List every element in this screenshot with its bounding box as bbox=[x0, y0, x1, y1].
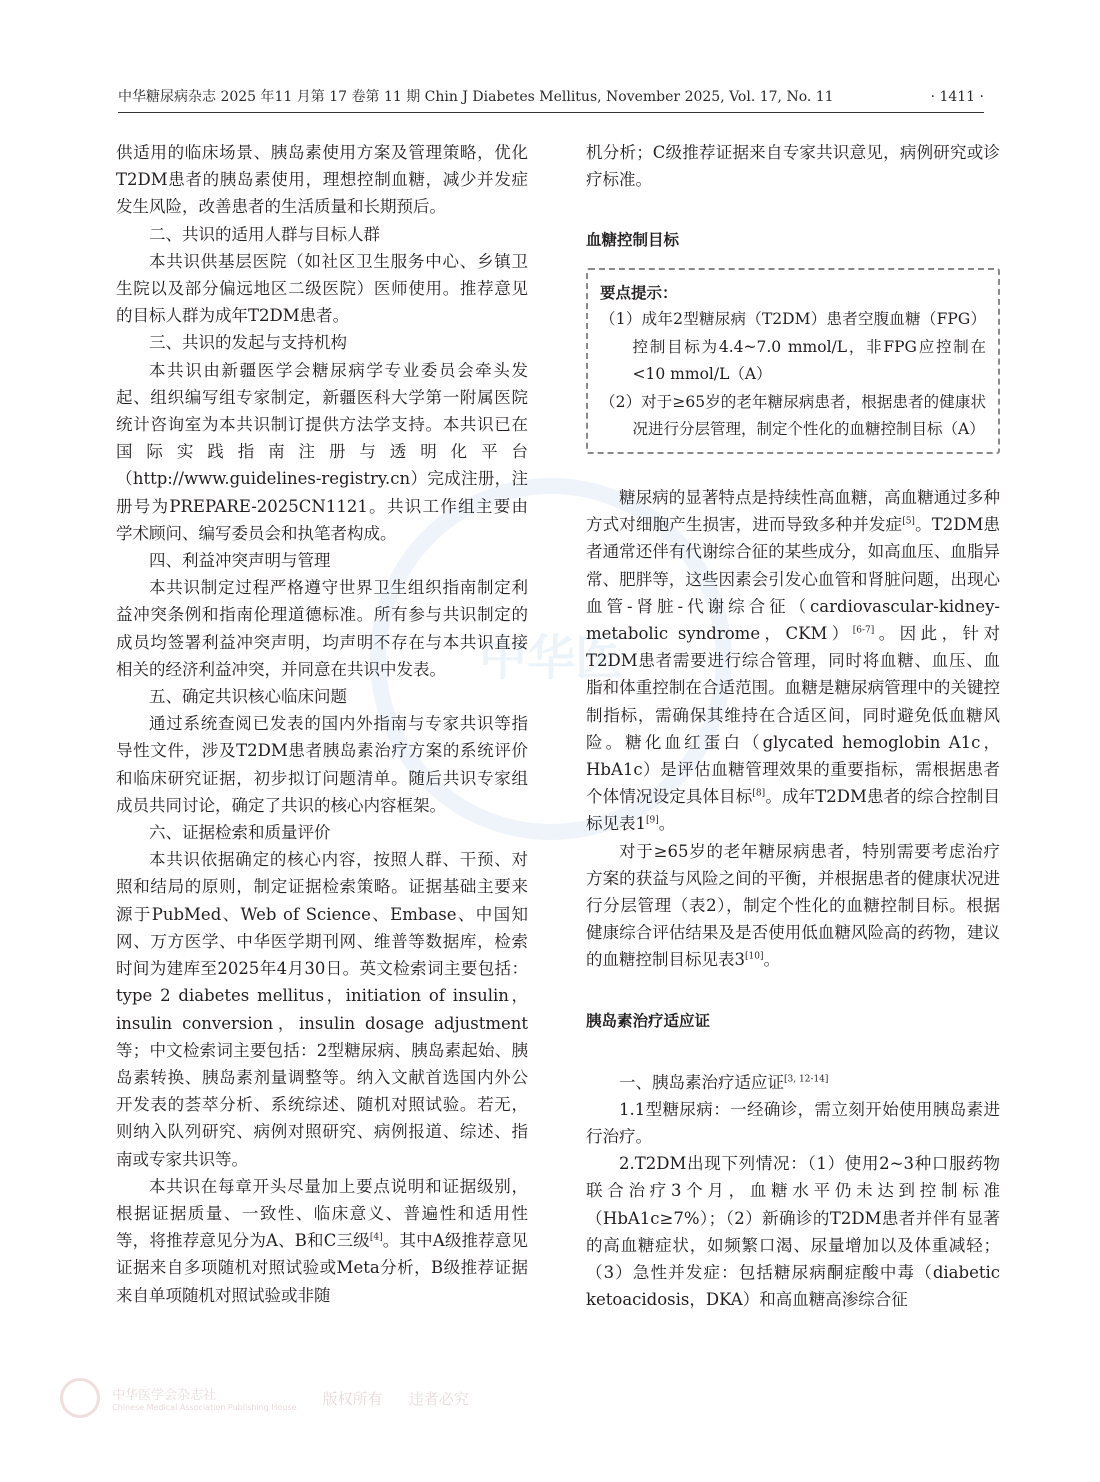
citation-ref: [9] bbox=[646, 815, 659, 826]
subsection-heading bbox=[586, 1069, 1000, 1096]
text-run: 。 bbox=[658, 814, 676, 834]
section-3-body: 本共识由新疆医学会糖尿病学专业委员会牵头发起、组织编写组专家制定，新疆医科大学第一附属医院统计咨询室为本共识制订提供方法学支持。本共识已在国际实践指南注册与透明化平台（http://www.guidelines-registry.cn）完成注册，注册号为PREPARE-2025CN1121。共识工作组主要由学术顾问、编写委员会和执笔者构成。 bbox=[116, 360, 528, 543]
watermark-text: 中华医 bbox=[478, 630, 623, 686]
text-run: 。其中A级推荐意见证据来自多项随机对照试验或Meta分析，B级推荐证据来自单项随机对照试验或非随 bbox=[116, 1231, 528, 1305]
section-6-body-2 bbox=[116, 1173, 528, 1309]
indication-item-2: 2.T2DM出现下列情况：（1）使用2~3种口服药物联合治疗3个月，血糖水平仍未达到控制标准（HbA1c≥7%）；（2）新确诊的T2DM患者并伴有显著的高血糖症状，如频繁口渴、尿量增加以及体重减轻；（3）急性并发症：包括糖尿病酮症酸中毒（diabetic ketoacidosis，DKA）和高血糖高渗综合征 bbox=[586, 1154, 1000, 1310]
section-4-heading: 四、利益冲突声明与管理 bbox=[149, 551, 331, 571]
publisher-name bbox=[112, 1384, 296, 1412]
text-run: 。因此，针对T2DM患者需要进行综合管理，同时将血糖、血压、血脂和体重控制在合适范围。血糖是糖尿病管理中的关键控制指标，需确保其维持在合适区间，同时避免低血糖风险。糖化血红蛋白（glycated hemoglobin A1c，HbA1c）是评估血糖管理效果的重要指标，需根据患者个体情况设定具体目标 bbox=[586, 623, 1000, 807]
section-2-body: 本共识供基层医院（如社区卫生服务中心、乡镇卫生院以及部分偏远地区二级医院）医师使用。推荐意见的目标人群为成年T2DM患者。 bbox=[116, 251, 528, 326]
key-point-1: （1）成年2型糖尿病（T2DM）患者空腹血糖（FPG）控制目标为4.4~7.0 mmol/L，非FPG应控制在<10 mmol/L（A） bbox=[600, 310, 986, 384]
running-header bbox=[118, 87, 984, 113]
publisher-name-en: Chinese Medical Association Publishing House bbox=[112, 1403, 297, 1412]
intro-paragraph: 供适用的临床场景、胰岛素使用方案及管理策略，优化T2DM患者的胰岛素使用，理想控制血糖，减少并发症发生风险，改善患者的生活质量和长期预后。 bbox=[116, 143, 528, 217]
copyright-mark-1: 版权所有 bbox=[322, 1389, 383, 1408]
key-points-title: 要点提示： bbox=[600, 284, 678, 303]
citation-ref: [8] bbox=[752, 788, 766, 799]
left-column bbox=[116, 139, 528, 1309]
section-title-glycemic-targets: 血糖控制目标 bbox=[586, 231, 680, 250]
section-5-body: 通过系统查阅已发表的国内外指南与专家共识等指导性文件，涉及T2DM患者胰岛素治疗方案的系统评价和临床研究证据，初步拟订问题清单。随后共识专家组成员共同讨论，确定了共识的核心内容框架。 bbox=[116, 714, 528, 815]
copyright-mark-2: 违者必究 bbox=[408, 1389, 469, 1408]
section-6-heading: 六、证据检索和质量评价 bbox=[149, 823, 331, 843]
publisher-flower-icon bbox=[60, 1378, 100, 1418]
glycemic-paragraph-2 bbox=[586, 838, 1000, 974]
page-number: · 1411 · bbox=[930, 89, 984, 105]
text-run: 对于≥65岁的老年糖尿病患者，特别需要考虑治疗方案的获益与风险之间的平衡，并根据患者的健康状况进行分层管理（表2），制定个性化的血糖控制目标。根据健康综合评估结果及是否使用低血糖风险高的药物，建议的血糖控制目标见表3 bbox=[586, 841, 1000, 970]
text-run: 。 bbox=[763, 950, 780, 970]
right-column bbox=[586, 139, 1000, 1313]
section-5-heading: 五、确定共识核心临床问题 bbox=[149, 687, 347, 707]
section-4-body: 本共识制定过程严格遵守世界卫生组织指南制定利益冲突条例和指南伦理道德标准。所有参与共识制定的成员均签署利益冲突声明，均声明不存在与本共识直接相关的经济利益冲突，并同意在共识中发表。 bbox=[116, 578, 528, 679]
glycemic-paragraph-1 bbox=[586, 484, 1000, 838]
publisher-watermark bbox=[60, 1378, 500, 1418]
running-title: 中华糖尿病杂志 2025 年11 月第 17 卷第 11 期 Chin J Diabetes Mellitus, November 2025, Vol. 17, No. 11 bbox=[118, 89, 834, 105]
section-2-heading: 二、共识的适用人群与目标人群 bbox=[149, 224, 380, 244]
citation-ref: [3, 12-14] bbox=[784, 1074, 829, 1085]
section-title-insulin-indications: 胰岛素治疗适应证 bbox=[586, 1011, 711, 1030]
text-run: 糖尿病的显著特点是持续性高血糖，高血糖通过多种方式对细胞产生损害，进而导致多种并发症 bbox=[586, 487, 1000, 535]
key-points-box bbox=[586, 268, 1000, 454]
indication-item-1: 1.1型糖尿病：一经确诊，需立刻开始使用胰岛素进行治疗。 bbox=[586, 1099, 1000, 1146]
text-run: 一、胰岛素治疗适应证 bbox=[619, 1072, 784, 1092]
text-run: 本共识在每章开头尽量加上要点说明和证据级别，根据证据质量、一致性、临床意义、普遍性和适用性等，将推荐意见分为A、B和C三级 bbox=[116, 1176, 528, 1251]
citation-ref: [5] bbox=[902, 516, 915, 527]
citation-ref: [4] bbox=[369, 1232, 383, 1243]
section-6-body: 本共识依据确定的核心内容，按照人群、干预、对照和结局的原则，制定证据检索策略。证据基础主要来源于PubMed、Web of Science、Embase、中国知网、万方医学、中华医学期刊网、维普等数据库，检索时间为建库至2025年4月30日。英文检索词主要包括：type 2 diabetes mellitus，initiation of insulin，insulin conversion，insulin dosage adjustment等；中文检索词主要包括：2型糖尿病、胰岛素起始、胰岛素转换、胰岛素剂量调整等。纳入文献首选国内外公开发表的荟萃分析、系统综述、随机对照试验。若无，则纳入队列研究、病例对照研究、病例报道、综述、指南或专家共识等。 bbox=[116, 850, 528, 1169]
text-run: 。成年T2DM患者的综合控制目标见表1 bbox=[586, 787, 1000, 834]
key-point-2: （2）对于≥65岁的老年糖尿病患者，根据患者的健康状况进行分层管理，制定个性化的血糖控制目标（A） bbox=[600, 392, 986, 439]
continued-paragraph: 机分析；C级推荐证据来自专家共识意见，病例研究或诊疗标准。 bbox=[586, 143, 1000, 190]
publisher-name-cn: 中华医学会杂志社 bbox=[112, 1388, 217, 1403]
section-3-heading: 三、共识的发起与支持机构 bbox=[149, 333, 347, 353]
citation-ref: [10] bbox=[745, 951, 764, 962]
citation-ref: [6-7] bbox=[852, 625, 875, 636]
text-run: 。T2DM患者通常还伴有代谢综合征的某些成分，如高血压、血脂异常、肥胖等，这些因素会引发心血管和肾脏问题，出现心血管-肾脏-代谢综合征（cardiovascular-kidney-metabolic syndrome，CKM） bbox=[586, 515, 1000, 643]
